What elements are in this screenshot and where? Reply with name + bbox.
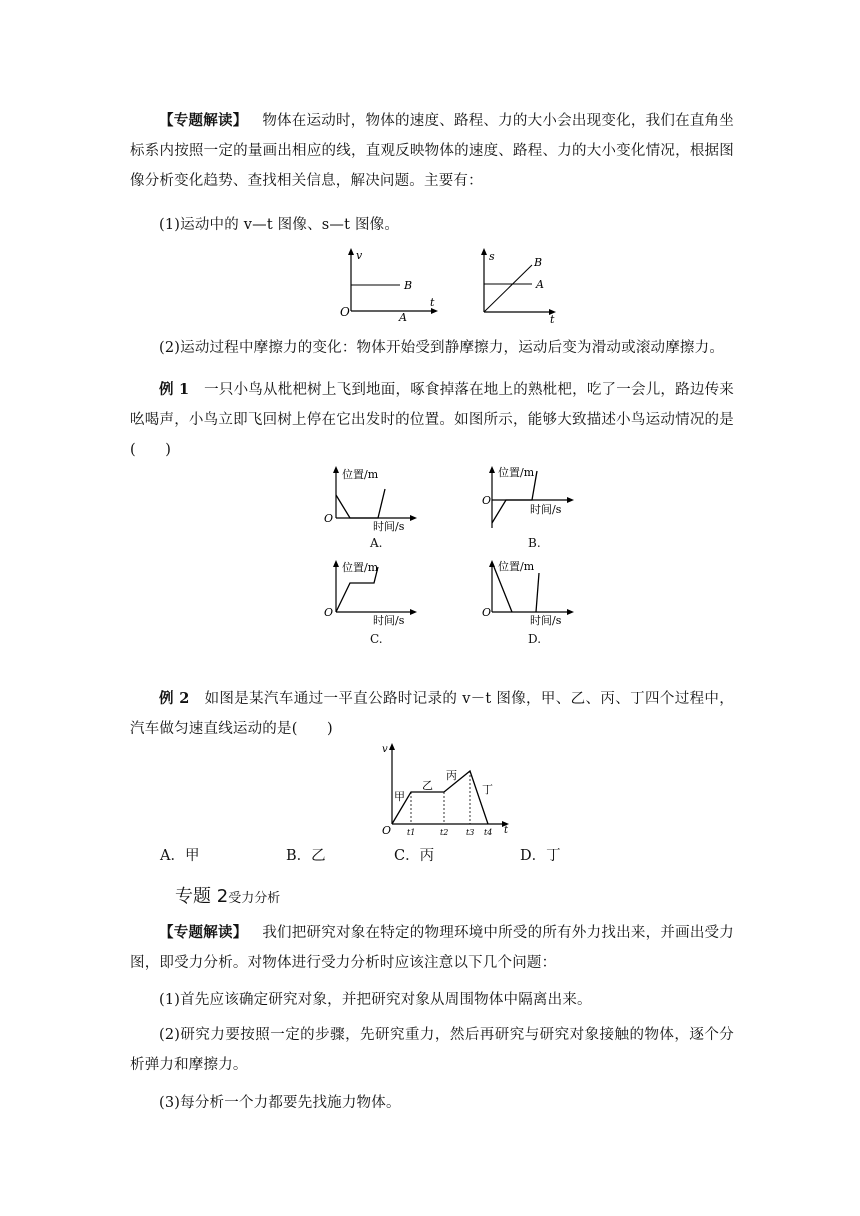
svg-text:t3: t3 (466, 828, 475, 837)
svg-text:v: v (382, 744, 388, 755)
ex1-a-x-label: 时间/s (373, 520, 405, 533)
svg-text:O: O (482, 494, 492, 507)
svg-text:t: t (504, 825, 509, 836)
section2-heading (175, 882, 280, 908)
ex1-a-y-label: 位置/m (342, 468, 379, 481)
svg-text:时间/s: 时间/s (530, 503, 562, 516)
st-x-label: t (550, 313, 555, 326)
section1-item2: (2)运动过程中摩擦力的变化：物体开始受到静摩擦力，运动后变为滑动或滚动摩擦力。 (159, 340, 725, 356)
vt-y-arrow (348, 248, 354, 255)
svg-text:时间/s: 时间/s (373, 614, 405, 627)
ex2-seg-jia: 甲 (394, 790, 405, 803)
vt-graph (335, 243, 445, 325)
st-y-label: s (489, 250, 495, 263)
vt-label-a: A (399, 311, 407, 324)
section2-item1: (1)首先应该确定研究对象，并把研究对象从周围物体中隔离出来。 (159, 992, 592, 1008)
svg-text:时间/s: 时间/s (530, 614, 562, 627)
ex2-option-b[interactable]: B．乙 (286, 848, 326, 864)
example1-label: 例 1 (159, 381, 190, 398)
ex2-option-d[interactable]: D．丁 (520, 848, 561, 864)
ex1-caption-d: D. (528, 632, 542, 646)
svg-text:O: O (324, 512, 334, 525)
example1-text: 一只小鸟从枇杷树上飞到地面，啄食掉落在地上的熟枇杷，吃了一会儿，路边传来吆喝声，小鸟立即飞回树上停在它出发时的位置。如图所示，能够大致描述小鸟运动情况的是( ) (130, 382, 734, 458)
ex1-graph-a (318, 463, 418, 533)
section2-intro (130, 918, 734, 978)
section2-heading-num: 专题 2 (175, 886, 229, 907)
example2 (130, 684, 734, 744)
ex2-seg-bing: 丙 (446, 769, 457, 782)
section2-intro-label: 【专题解读】 (159, 924, 248, 941)
svg-text:位置/m: 位置/m (498, 560, 535, 573)
vt-x-label: t (430, 296, 435, 309)
svg-text:t1: t1 (407, 828, 416, 837)
intro-label: 【专题解读】 (159, 112, 248, 129)
ex1-caption-c: C. (370, 632, 383, 646)
svg-text:位置/m: 位置/m (342, 561, 379, 574)
st-label-a: A (536, 278, 544, 291)
ex1-graph-b (482, 463, 582, 533)
svg-text:t4: t4 (484, 828, 493, 837)
st-line-b (484, 265, 532, 312)
section1-intro (130, 106, 734, 196)
svg-text:位置/m: 位置/m (498, 466, 535, 479)
vt-y-label: v (356, 249, 363, 262)
ex1-graph-c (318, 557, 418, 627)
svg-text:O: O (482, 606, 492, 619)
ex1-caption-b: B. (528, 536, 541, 550)
section2-intro-text: 我们把研究对象在特定的物理环境中所受的所有外力找出来，并画出受力图，即受力分析。对物体进行受力分析时应该注意以下几个问题： (130, 925, 734, 971)
svg-text:t2: t2 (440, 828, 449, 837)
ex1-graph-d (482, 557, 582, 627)
example2-text: 如图是某汽车通过一平直公路时记录的 v－t 图像，甲、乙、丙、丁四个过程中，汽车做匀速直线运动的是( ) (130, 691, 734, 737)
section2-heading-title: 受力分析 (228, 891, 281, 906)
st-y-arrow (481, 248, 487, 255)
vt-label-b: B (404, 279, 413, 292)
ex2-seg-yi: 乙 (422, 779, 433, 792)
section1-item1: (1)运动中的 v—t 图像、s—t 图像。 (159, 217, 400, 233)
section2-item3: (3)每分析一个力都要先找施力物体。 (159, 1095, 401, 1111)
section2-item2: (2)研究力要按照一定的步骤，先研究重力，然后再研究与研究对象接触的物体，逐个分析弹力和摩擦力。 (130, 1027, 734, 1073)
example1 (130, 375, 734, 465)
ex2-vt-graph (378, 738, 518, 838)
vt-origin: O (340, 305, 350, 319)
st-graph (474, 245, 564, 327)
ex2-seg-ding: 丁 (482, 783, 493, 796)
ex1-caption-a: A. (370, 536, 383, 550)
st-label-b: B (534, 256, 543, 269)
ex2-option-a[interactable]: A．甲 (160, 848, 200, 864)
svg-text:O: O (324, 606, 334, 619)
svg-text:O: O (382, 824, 392, 837)
example2-label: 例 2 (159, 690, 190, 707)
intro-text: 物体在运动时，物体的速度、路程、力的大小会出现变化，我们在直角坐标系内按照一定的量画出相应的线，直观反映物体的速度、路程、力的大小变化情况，根据图像分析变化趋势、查找相关信息，解决问题。主要有： (130, 113, 734, 189)
ex2-option-c[interactable]: C．丙 (394, 848, 435, 864)
